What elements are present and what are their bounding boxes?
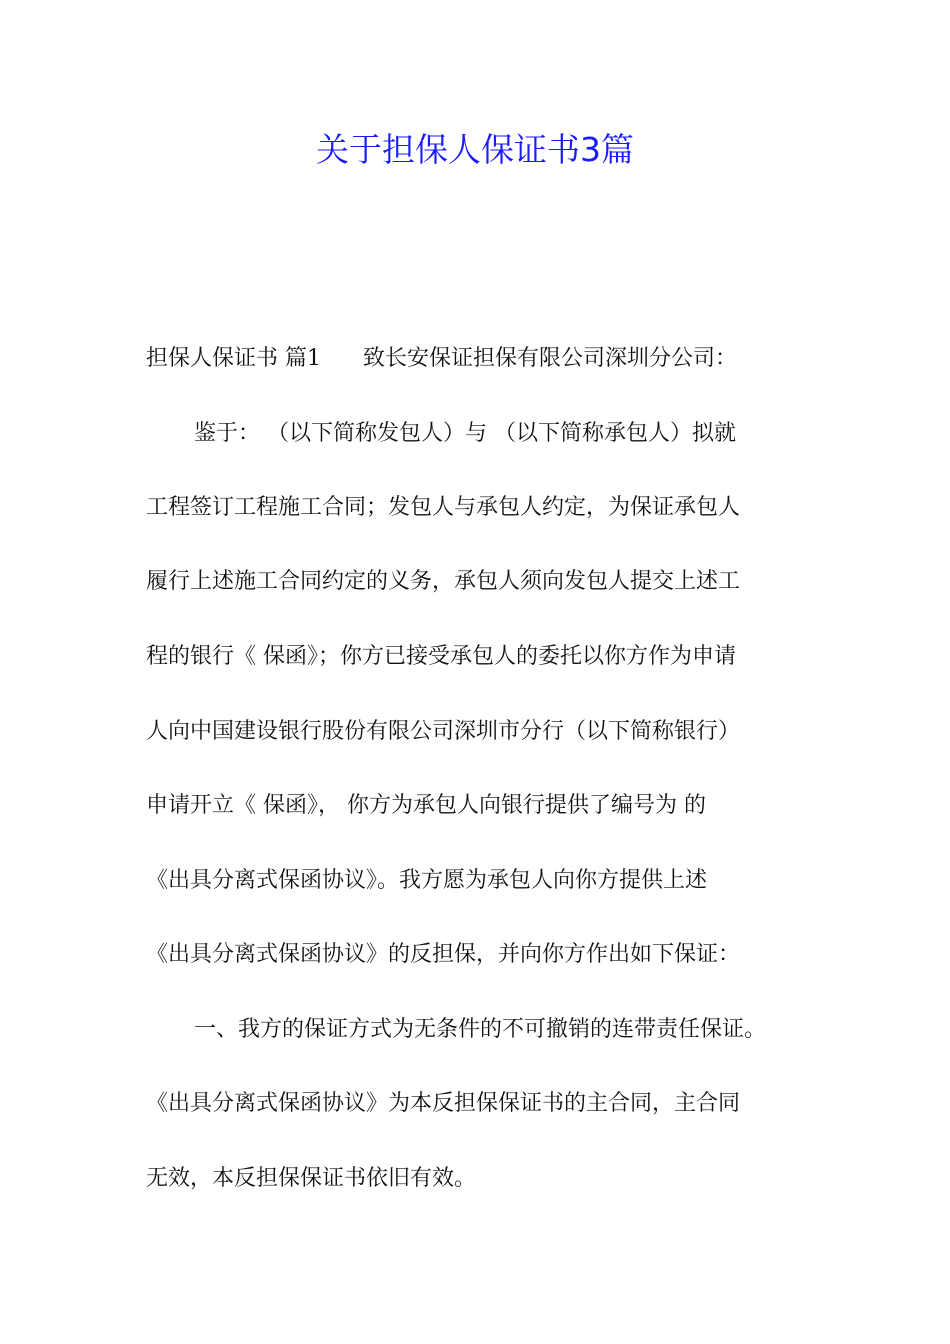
body-line: 鉴于： （以下简称发包人）与 （以下简称承包人）拟就 xyxy=(194,421,736,446)
body-line: 《出具分离式保函协议》为本反担保保证书的主合同，主合同 xyxy=(146,1091,741,1116)
body-line: 《出具分离式保函协议》的反担保，并向你方作出如下保证： xyxy=(146,942,741,967)
body-line: 《出具分离式保函协议》。我方愿为承包人向你方提供上述 xyxy=(146,868,708,893)
body-line: 人向中国建设银行股份有限公司深圳市分行（以下简称银行） xyxy=(146,719,741,744)
body-line: 工程签订工程施工合同；发包人与承包人约定，为保证承包人 xyxy=(146,495,741,520)
addressee: 致长安保证担保有限公司深圳分公司： xyxy=(363,346,738,371)
clause-one-line: 一、我方的保证方式为无条件的不可撤销的连带责任保证。 xyxy=(194,1017,767,1042)
body-line: 履行上述施工合同约定的义务，承包人须向发包人提交上述工 xyxy=(146,569,741,594)
body-line: 申请开立《 保函》， 你方为承包人向银行提供了编号为 的 xyxy=(146,793,706,818)
document-title: 关于担保人保证书3篇 xyxy=(316,130,634,169)
heading-label: 担保人保证书 篇1 xyxy=(146,346,321,371)
body-line: 程的银行《 保函》；你方已接受承包人的委托以你方作为申请 xyxy=(146,644,736,669)
body-line: 无效，本反担保保证书依旧有效。 xyxy=(146,1166,477,1191)
heading-line xyxy=(146,344,737,374)
